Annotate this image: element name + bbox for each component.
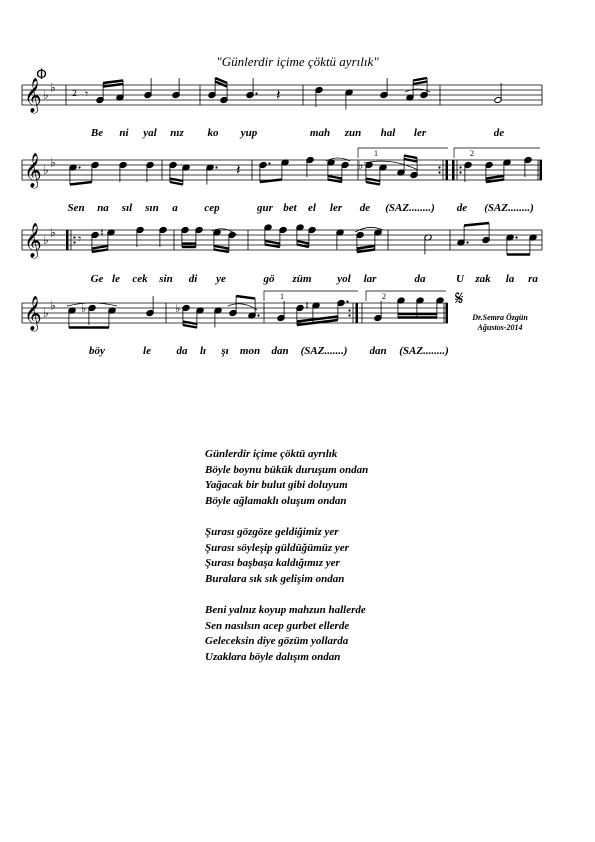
note-beam	[170, 179, 183, 182]
verse-line: Yağacak bir bulut gibi doluyum	[205, 479, 348, 492]
note-beam	[170, 182, 183, 185]
note-beam	[404, 159, 417, 162]
verse-line: Uzaklara böyle dalışım ondan	[205, 650, 341, 663]
natural-sign-icon: ♮	[100, 226, 104, 240]
lyric-syllable: mah	[309, 127, 331, 139]
flat-sign-icon: ♭	[175, 302, 181, 315]
coda-icon: Φ	[36, 67, 48, 83]
flat-sign-icon: ♭	[358, 159, 364, 172]
repeat-dot	[459, 171, 461, 173]
augmentation-dot	[78, 166, 80, 168]
repeat-dot	[438, 166, 440, 168]
composition-date: Ağustos-2014	[477, 323, 523, 332]
treble-clef-icon: 𝄞	[24, 296, 42, 331]
verse-line: Böyle boynu bükük duruşum ondan	[205, 463, 369, 476]
lyric-syllable: ra	[528, 273, 538, 285]
augmentation-dot	[255, 92, 257, 94]
lyric-syllable: lı	[199, 345, 207, 357]
augmentation-dot	[257, 314, 259, 316]
time-signature-fraction: 2	[72, 89, 78, 98]
repeat-end-barline	[356, 303, 359, 323]
lyric-syllable: U	[456, 273, 464, 285]
treble-clef-icon: 𝄞	[24, 78, 42, 113]
lyric-syllable: di	[188, 273, 198, 285]
verse-line: Beni yalnız koyup mahzun hallerde	[205, 603, 366, 616]
verse-line: Buralara sık sık gelişim ondan	[205, 572, 345, 585]
lyric-syllable: (SAZ........)	[484, 202, 534, 214]
volta-bracket	[264, 291, 358, 301]
repeat-dot	[459, 166, 461, 168]
lyric-syllable: nız	[170, 127, 184, 139]
flat-sign-icon: ♭	[43, 163, 49, 177]
stanza	[205, 525, 368, 587]
verse-line: Geleceksin diye gözüm yollarda	[205, 635, 349, 648]
quarter-rest-icon: 𝄽	[236, 161, 241, 179]
lyric-syllable: le	[143, 345, 151, 357]
lyric-syllable: ler	[413, 127, 427, 139]
augmentation-dot	[215, 166, 217, 168]
flat-sign-icon: ♭	[50, 225, 56, 240]
repeat-end-barline	[446, 160, 449, 180]
note-beam	[366, 179, 380, 182]
eighth-rest-icon: 𝄾	[85, 87, 89, 101]
note-beam	[464, 223, 489, 226]
note-beam	[183, 325, 197, 328]
augmentation-dot	[268, 162, 270, 164]
stanza	[205, 603, 368, 665]
note-beam	[328, 176, 342, 179]
lyric-syllable: zak	[475, 273, 491, 285]
treble-clef-icon: 𝄞	[24, 223, 42, 258]
slur	[228, 304, 257, 310]
lyric-syllable: (SAZ........)	[385, 202, 435, 214]
composer-credit	[462, 313, 538, 333]
lyric-syllable: de	[493, 127, 505, 139]
lyric-syllable: na	[97, 202, 109, 214]
volta-number: 1	[374, 149, 378, 158]
staff-system-4	[22, 286, 464, 332]
lyric-syllable: yol	[337, 273, 351, 285]
repeat-dot	[438, 171, 440, 173]
flat-sign-icon: ♭	[81, 302, 87, 315]
note-beam	[413, 82, 427, 85]
repeat-start-barline	[66, 230, 69, 250]
note-beam	[357, 246, 375, 249]
volta-number: 2	[470, 149, 474, 158]
verse-line: Şurası başbaşa kaldığımız yer	[205, 557, 340, 570]
flat-sign-icon: ♭	[50, 298, 56, 313]
stanza	[205, 447, 368, 509]
song-title: "Günlerdir içime çöktü ayrılık"	[216, 54, 379, 69]
volta-number: 2	[382, 292, 386, 301]
lyric-syllable: de	[456, 202, 468, 214]
lyric-syllable: Sen	[67, 202, 85, 214]
lyric-syllable: lar	[363, 273, 377, 285]
lyric-syllable: hal	[380, 127, 396, 139]
flat-sign-icon: ♭	[50, 155, 56, 170]
note-beam	[103, 81, 123, 84]
volta-bracket	[454, 148, 540, 158]
lyric-syllable: zun	[344, 127, 362, 139]
note-beam	[404, 156, 417, 159]
lyric-syllable: le	[112, 273, 120, 285]
treble-clef-icon: 𝄞	[24, 153, 42, 188]
lyric-syllable: (SAZ........)	[399, 345, 449, 357]
lyric-syllable: el	[308, 202, 316, 214]
lyric-syllable: yup	[240, 127, 258, 139]
lyric-syllable: dan	[369, 345, 387, 357]
lyric-syllable: şı	[221, 345, 229, 357]
lyric-syllable: Be	[90, 127, 104, 139]
lyric-syllable: dan	[271, 345, 289, 357]
volta-bracket	[358, 148, 448, 158]
flat-sign-icon: ♭	[50, 80, 56, 95]
volta-number: 1	[280, 292, 284, 301]
repeat-dot	[348, 309, 350, 311]
lyric-syllable: cek	[132, 273, 148, 285]
lyric-syllable: cep	[204, 202, 220, 214]
lyric-syllable: da	[414, 273, 426, 285]
lyric-syllable: da	[176, 345, 188, 357]
lyrics-system-1	[0, 127, 595, 141]
note-beam	[92, 246, 108, 249]
verse-line: Böyle ağlamaklı oluşum ondan	[205, 494, 347, 507]
lyric-syllable: ye	[216, 273, 226, 285]
lyric-syllable: mon	[239, 345, 261, 357]
note-beam	[70, 182, 92, 185]
flat-sign-icon: ♭	[43, 233, 49, 247]
note-beam	[214, 246, 229, 249]
lyric-syllable: züm	[292, 273, 312, 285]
lyric-syllable: ler	[329, 202, 343, 214]
staff-system-1	[22, 67, 542, 114]
lyric-syllable: de	[359, 202, 371, 214]
lyric-syllable: sıl	[121, 202, 133, 214]
lyric-syllable: böy	[89, 345, 105, 357]
lyrics-system-2	[0, 202, 595, 216]
repeat-dot	[73, 241, 75, 243]
repeat-dot	[348, 314, 350, 316]
lyric-syllable: gö	[263, 273, 275, 285]
lyric-syllable: (SAZ.......)	[300, 345, 348, 357]
augmentation-dot	[466, 241, 468, 243]
lyric-syllable: sin	[159, 273, 173, 285]
natural-sign-icon: ♮	[305, 299, 309, 313]
verse-line: Şurası söyleşip güldüğümüz yer	[205, 541, 349, 554]
augmentation-dot	[515, 236, 517, 238]
note-beam	[183, 322, 197, 325]
song-lyrics-text	[205, 447, 368, 681]
note-beam	[236, 296, 255, 299]
lyric-syllable: la	[505, 273, 515, 285]
composer-name: Dr.Semra Özgün	[472, 313, 528, 322]
lyric-syllable: Ge	[90, 273, 104, 285]
final-barline	[540, 160, 543, 180]
verse-line: Günlerdir içime çöktü ayrılık	[205, 448, 338, 460]
repeat-start-barline	[452, 160, 455, 180]
slur	[405, 89, 430, 92]
volta-bracket	[366, 291, 446, 301]
note-beam	[265, 241, 280, 244]
note-beam	[366, 182, 380, 185]
lyric-syllable: a	[172, 202, 178, 214]
note-beam	[103, 84, 123, 87]
quarter-rest-icon: 𝄽	[276, 86, 281, 104]
lyric-syllable: bet	[283, 202, 297, 214]
lyrics-system-3	[0, 273, 595, 287]
flat-sign-icon: ♭	[43, 306, 49, 320]
lyric-syllable: yal	[143, 127, 157, 139]
verse-line: Şurası gözgöze geldiğimiz yer	[205, 525, 339, 538]
repeat-dot	[73, 236, 75, 238]
lyric-syllable: gur	[257, 202, 273, 214]
staff-system-2	[22, 148, 542, 189]
lyric-syllable: sın	[145, 202, 159, 214]
lyrics-system-4	[0, 345, 595, 359]
verse-line: Sen nasılsın acep gurbet ellerde	[205, 619, 350, 632]
flat-sign-icon: ♭	[43, 88, 49, 102]
lyric-syllable: ko	[207, 127, 219, 139]
note-beam	[413, 78, 427, 81]
staff-system-3	[22, 223, 542, 259]
note-beam	[486, 176, 504, 179]
lyric-syllable: ni	[119, 127, 129, 139]
final-barline	[446, 303, 449, 323]
segno-icon: 𝄋	[455, 286, 464, 310]
note-beam	[297, 241, 309, 244]
eighth-rest-icon: 𝄾	[78, 232, 82, 246]
augmentation-dot	[346, 300, 348, 302]
